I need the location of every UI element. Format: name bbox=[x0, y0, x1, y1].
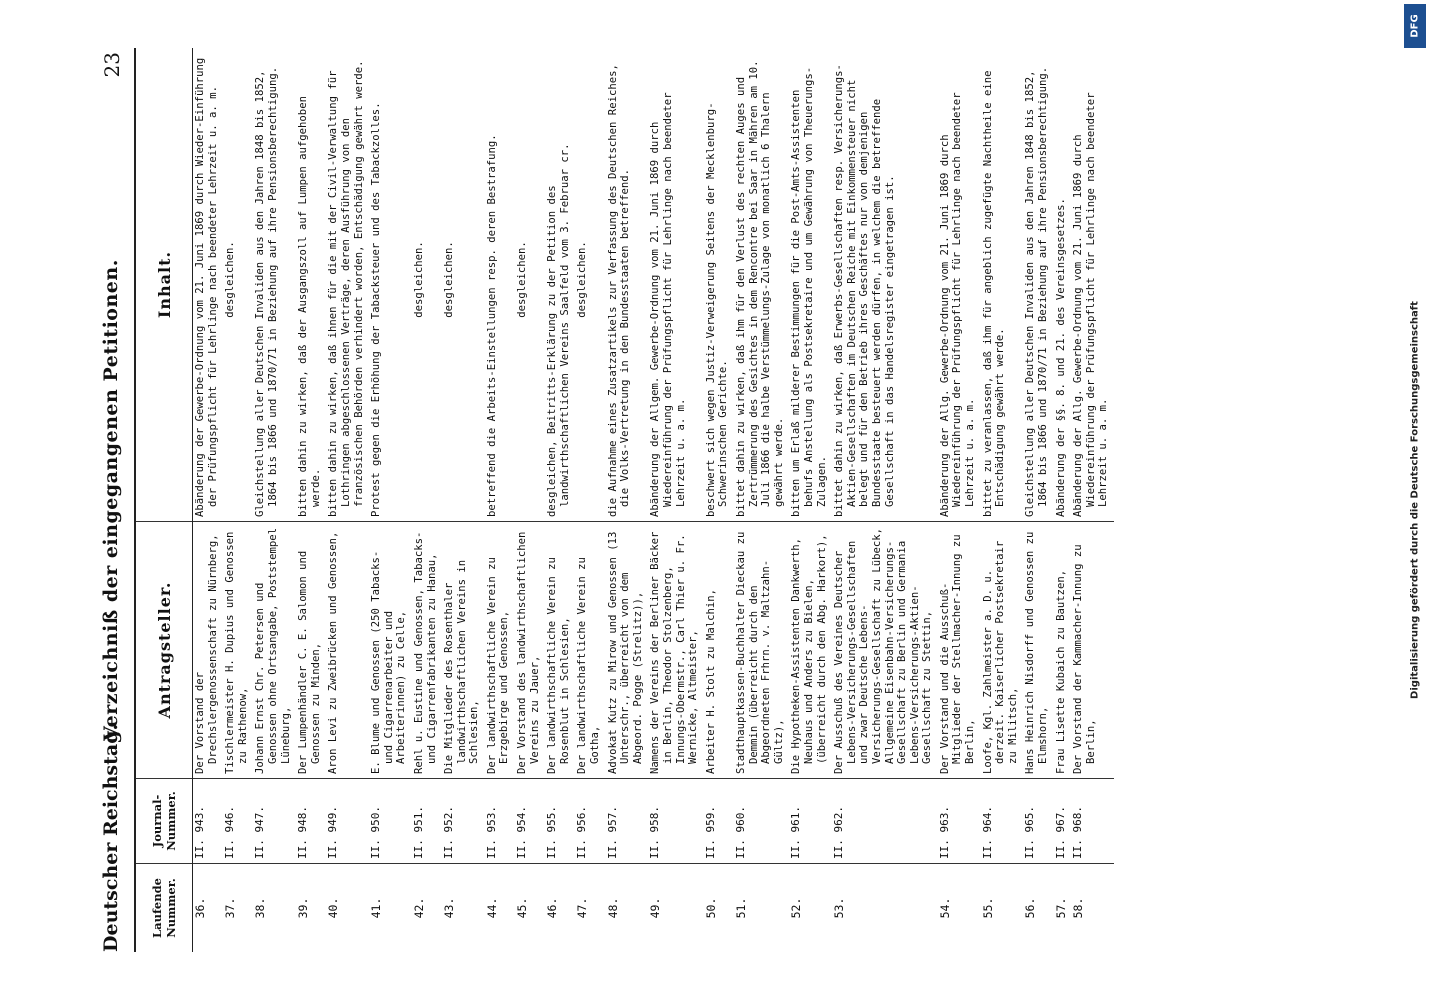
row-journal-number: II. 943. bbox=[193, 779, 224, 864]
row-journal-number: II. 958. bbox=[648, 779, 703, 864]
digitization-note: Digitalisierung gefördert durch die Deutsche Forschungsgemeinschaft bbox=[1409, 301, 1421, 699]
table-row bbox=[832, 48, 938, 952]
table-row bbox=[296, 48, 326, 952]
row-inhalt: bitten um Erlaß milderer Bestimmungen für die Post-Amts-Assistenten behufs Anstellung als Postsekretaire und um Gewährung von Theuerungs-Zulagen. bbox=[789, 48, 832, 522]
row-antragsteller: Hans Heinrich Nisdorff und Genossen zu Elmshorn, bbox=[1023, 522, 1053, 779]
row-number: 36. bbox=[193, 897, 207, 919]
table-row bbox=[938, 48, 981, 952]
table-header-row bbox=[135, 48, 193, 952]
row-journal-number: II. 950. bbox=[369, 779, 412, 864]
row-journal-number: II. 953. bbox=[485, 779, 515, 864]
header-title: Verzeichniß der eingegangenen Petitionen. bbox=[100, 259, 122, 741]
row-inhalt: Abänderung der Allg. Gewerbe-Ordnung vom 21. Juni 1869 durch Wiedereinführung der Prüfungspflicht für Lehrlinge nach beendeter Lehrzeit u. a. m. bbox=[1071, 48, 1114, 522]
row-antragsteller: Der landwirthschaftliche Verein zu Rosenblut in Schlesien, bbox=[545, 522, 575, 779]
row-number: 52. bbox=[789, 897, 804, 919]
row-number: 58. bbox=[1071, 897, 1086, 919]
row-journal-number: II. 959. bbox=[704, 779, 734, 864]
row-inhalt: bittet dahin zu wirken, daß Erwerbs-Gesellschaften resp. Versicherungs-Aktien-Gesellschaften im Deutschen Reiche mit Einkommensteuer nicht belegt und für den Betrieb ihres Geschäftes nur von demjenigen Bundesstaate besteuert werden dürfen, in welchem die betreffende Gesellschaft in das Handelsregister eingetragen ist. bbox=[832, 48, 938, 522]
page-header bbox=[90, 48, 130, 952]
table-row bbox=[515, 48, 545, 952]
row-journal-number: II. 949. bbox=[326, 779, 369, 864]
row-number: 42. bbox=[411, 897, 426, 919]
table-row bbox=[606, 48, 649, 952]
table-row bbox=[442, 48, 485, 952]
dfg-logo bbox=[1404, 4, 1426, 48]
row-antragsteller: Tischlermeister H. Dupius und Genossen zu Rathenow, bbox=[223, 522, 253, 779]
table-row bbox=[545, 48, 575, 952]
row-antragsteller: Der landwirthschaftliche Verein zu Gotha, bbox=[575, 522, 605, 779]
row-inhalt: bitten dahin zu wirken, daß ihnen für die mit der Civil-Verwaltung für Lothringen abgeschlossenen Verträge, deren Ausführung von den französischen Behörden verhindert worden, Entschädigung gewährt werde. bbox=[326, 48, 369, 522]
document-page bbox=[62, 48, 1382, 952]
table-row bbox=[575, 48, 605, 952]
row-antragsteller: Der Vorstand der Kammacher-Innung zu Berlin, bbox=[1071, 522, 1114, 779]
table-body bbox=[193, 48, 1115, 952]
row-antragsteller: Der Vorstand des landwirthschaftlichen Vereins zu Jauer, bbox=[515, 522, 545, 779]
row-inhalt: Abänderung der Allgem. Gewerbe-Ordnung vom 21. Juni 1869 durch Wiedereinführung der Prüfungspflicht für Lehrlinge nach beendeter Lehrzeit u. a. m. bbox=[648, 48, 703, 522]
row-antragsteller: Namens der Vereins der Berliner Bäcker in Berlin, Theodor Stolzenberg, Innungs-Obermstr., Carl Thier u. Fr. Wernicke, Altmeister, bbox=[648, 522, 703, 779]
row-journal-number: II. 960. bbox=[734, 779, 789, 864]
table-row bbox=[223, 48, 253, 952]
row-journal-number: II. 968. bbox=[1071, 779, 1114, 864]
table-row bbox=[981, 48, 1024, 952]
row-journal-number: II. 946. bbox=[223, 779, 253, 864]
row-inhalt: die Aufnahme eines Zusatzartikels zur Verfassung des Deutschen Reiches, die Volks-Vertretung in den Bundesstaaten betreffend. bbox=[606, 48, 649, 522]
row-antragsteller: Advokat Kutz zu Mirow und Genossen (13 Unterschr., überreicht von dem Abgeord. Pogge (Strelitz)), bbox=[606, 522, 649, 779]
row-antragsteller: Der Vorstand und die Ausschuß-Mitglieder der Stellmacher-Innung zu Berlin, bbox=[938, 522, 981, 779]
row-inhalt: Abänderung der §§. 8. und 21. des Vereinsgesetzes. bbox=[1054, 48, 1072, 522]
row-number: 44. bbox=[484, 897, 499, 919]
column-header-journal: Journal-Nummer. bbox=[135, 779, 193, 864]
header-reichstag: Deutscher Reichstag. bbox=[100, 723, 122, 952]
row-number: 38. bbox=[253, 897, 268, 919]
column-header-antragsteller: Antragsteller. bbox=[135, 522, 193, 779]
row-inhalt: bitten dahin zu wirken, daß der Ausgangszoll auf Lumpen aufgehoben werde. bbox=[296, 48, 326, 522]
row-number: 53. bbox=[832, 897, 847, 919]
table-row bbox=[253, 48, 296, 952]
table-row bbox=[412, 48, 442, 952]
row-number: 49. bbox=[648, 897, 663, 919]
row-inhalt: bittet dahin zu wirken, daß ihm für den Verlust des rechten Auges und Zertrümmerung des Gesichtes in dem Rencontre bei Saar in Mähren am 10. Juli 1866 die halbe Verstümmelungs-Zulage von monatlich 6 Thalern gewährt werde. bbox=[734, 48, 789, 522]
row-inhalt: Gleichstellung aller Deutschen Invaliden aus den Jahren 1848 bis 1852, 1864 bis 1866 und 1870/71 in Beziehung auf ihre Pensionsberechtigung. bbox=[253, 48, 296, 522]
row-inhalt: desgleichen. bbox=[223, 48, 253, 522]
row-journal-number: II. 967. bbox=[1054, 779, 1072, 864]
row-inhalt: Abänderung der Gewerbe-Ordnung vom 21. Juni 1869 durch Wieder-Einführung der Prüfungspflicht für Lehrlinge nach beendeter Lehrzeit u. a. m. bbox=[193, 48, 224, 522]
row-journal-number: II. 951. bbox=[412, 779, 442, 864]
row-inhalt: Abänderung der Allg. Gewerbe-Ordnung vom 21. Juni 1869 durch Wiedereinführung der Prüfungspflicht für Lehrlinge nach beendeter Lehrzeit u. a. m. bbox=[938, 48, 981, 522]
row-journal-number: II. 961. bbox=[789, 779, 832, 864]
row-number: 50. bbox=[703, 897, 718, 919]
row-antragsteller: Die Mitglieder des Rosenthaler landwirthschaftlichen Vereins in Schlesien, bbox=[442, 522, 485, 779]
row-number: 39. bbox=[296, 897, 311, 919]
row-journal-number: II. 957. bbox=[606, 779, 649, 864]
table-row bbox=[326, 48, 369, 952]
digitization-sidebar bbox=[1402, 4, 1428, 996]
row-inhalt: desgleichen. bbox=[412, 48, 442, 522]
row-antragsteller: Der landwirthschaftliche Verein zu Erzgebirge und Genossen, bbox=[485, 522, 515, 779]
table-row bbox=[1054, 48, 1072, 952]
table-row bbox=[1071, 48, 1114, 952]
row-number: 48. bbox=[605, 897, 620, 919]
row-inhalt: betreffend die Arbeits-Einstellungen resp. deren Bestrafung. bbox=[485, 48, 515, 522]
row-journal-number: II. 962. bbox=[832, 779, 938, 864]
row-journal-number: II. 963. bbox=[938, 779, 981, 864]
table-row bbox=[1023, 48, 1053, 952]
row-journal-number: II. 965. bbox=[1023, 779, 1053, 864]
row-number: 56. bbox=[1023, 897, 1038, 919]
table-row bbox=[369, 48, 412, 952]
row-antragsteller: Loofe, Kgl. Zahlmeister a. D. u. derzeit. Kaiserlicher Postsekretair zu Militsch, bbox=[981, 522, 1024, 779]
row-number: 40. bbox=[326, 897, 341, 919]
page-number: 23 bbox=[100, 52, 124, 78]
row-inhalt: desgleichen. bbox=[575, 48, 605, 522]
row-number: 37. bbox=[223, 897, 238, 919]
row-antragsteller: Frau Lisette Kubaich zu Bautzen, bbox=[1054, 522, 1072, 779]
row-journal-number: II. 964. bbox=[981, 779, 1024, 864]
row-number: 51. bbox=[733, 897, 748, 919]
row-number: 57. bbox=[1053, 897, 1068, 919]
column-header-inhalt: Inhalt. bbox=[135, 48, 193, 522]
table-row bbox=[789, 48, 832, 952]
table-row bbox=[485, 48, 515, 952]
row-antragsteller: Die Hypotheken-Assistenten Dankwerth, Neuhaus und Anders zu Bielen, (überreicht durch den Abg. Harkort), bbox=[789, 522, 832, 779]
table-row bbox=[648, 48, 703, 952]
row-journal-number: II. 947. bbox=[253, 779, 296, 864]
row-antragsteller: Johann Ernst Chr. Petersen und Genossen ohne Ortsangabe, Poststempel Lüneburg, bbox=[253, 522, 296, 779]
table-row bbox=[734, 48, 789, 952]
row-inhalt: beschwert sich wegen Justiz-Verweigerung Seitens der Mecklenburg-Schwerinschen Gerichte. bbox=[704, 48, 734, 522]
row-journal-number: II. 948. bbox=[296, 779, 326, 864]
row-journal-number: II. 952. bbox=[442, 779, 485, 864]
row-inhalt: Gleichstellung aller Deutschen Invaliden aus den Jahren 1848 bis 1852, 1864 bis 1866 und 1870/71 in Beziehung auf ihre Pensionsberechtigung. bbox=[1023, 48, 1053, 522]
row-inhalt: desgleichen. bbox=[515, 48, 545, 522]
table-row bbox=[704, 48, 734, 952]
row-journal-number: II. 956. bbox=[575, 779, 605, 864]
row-inhalt: desgleichen, Beitritts-Erklärung zu der Petition des landwirthschaftlichen Vereins Saalfeld vom 3. Februar cr. bbox=[545, 48, 575, 522]
column-header-laufende: Laufende Nummer. bbox=[135, 864, 193, 953]
row-antragsteller: Stadthauptkassen-Buchhalter Dieckau zu Demmin (überreicht durch den Abgeordneten Frhrn. v. Maltzahn-Gültz), bbox=[734, 522, 789, 779]
dfg-logo-text: DFG bbox=[1409, 14, 1421, 38]
row-number: 45. bbox=[515, 897, 530, 919]
row-journal-number: II. 954. bbox=[515, 779, 545, 864]
row-number: 47. bbox=[575, 897, 590, 919]
row-antragsteller: Der Lumpenhändler C. E. Salomon und Genossen zu Minden, bbox=[296, 522, 326, 779]
row-antragsteller: Aron Levi zu Zweibrücken und Genossen, bbox=[326, 522, 369, 779]
petitions-table bbox=[134, 48, 1114, 952]
row-inhalt: Protest gegen die Erhöhung der Tabacksteuer und des Tabackzolles. bbox=[369, 48, 412, 522]
row-inhalt: desgleichen. bbox=[442, 48, 485, 522]
row-antragsteller: Der Ausschuß des Vereines Deutscher Lebens-Versicherungs-Gesellschaften und zwar Deutsche Lebens-Versicherungs-Gesellschaft zu Lübeck, Allgemeine Eisenbahn-Versicherungs-Gesellschaft zu Berlin und Germania Lebens-Versicherungs-Aktien-Gesellschaft zu Stettin, bbox=[832, 522, 938, 779]
row-journal-number: II. 955. bbox=[545, 779, 575, 864]
row-number: 41. bbox=[369, 897, 384, 919]
row-number: 55. bbox=[980, 897, 995, 919]
row-antragsteller: Arbeiter H. Stolt zu Malchin, bbox=[704, 522, 734, 779]
table-row bbox=[193, 48, 224, 952]
row-antragsteller: E. Blume und Genossen (250 Tabacks- und Cigarrenarbeiter und Arbeiterinnen) zu Celle, bbox=[369, 522, 412, 779]
row-number: 54. bbox=[937, 897, 952, 919]
row-antragsteller: Rehl u. Eustine und Genossen, Tabacks- und Cigarrenfabrikanten zu Hanau, bbox=[412, 522, 442, 779]
row-inhalt: bittet zu veranlassen, daß ihm für angeblich zugefügte Nachtheile eine Entschädigung gewährt werde. bbox=[981, 48, 1024, 522]
row-number: 46. bbox=[545, 897, 560, 919]
row-antragsteller: Der Vorstand der Drechslergenossenschaft zu Nürnberg, bbox=[193, 522, 224, 779]
row-number: 43. bbox=[442, 897, 457, 919]
